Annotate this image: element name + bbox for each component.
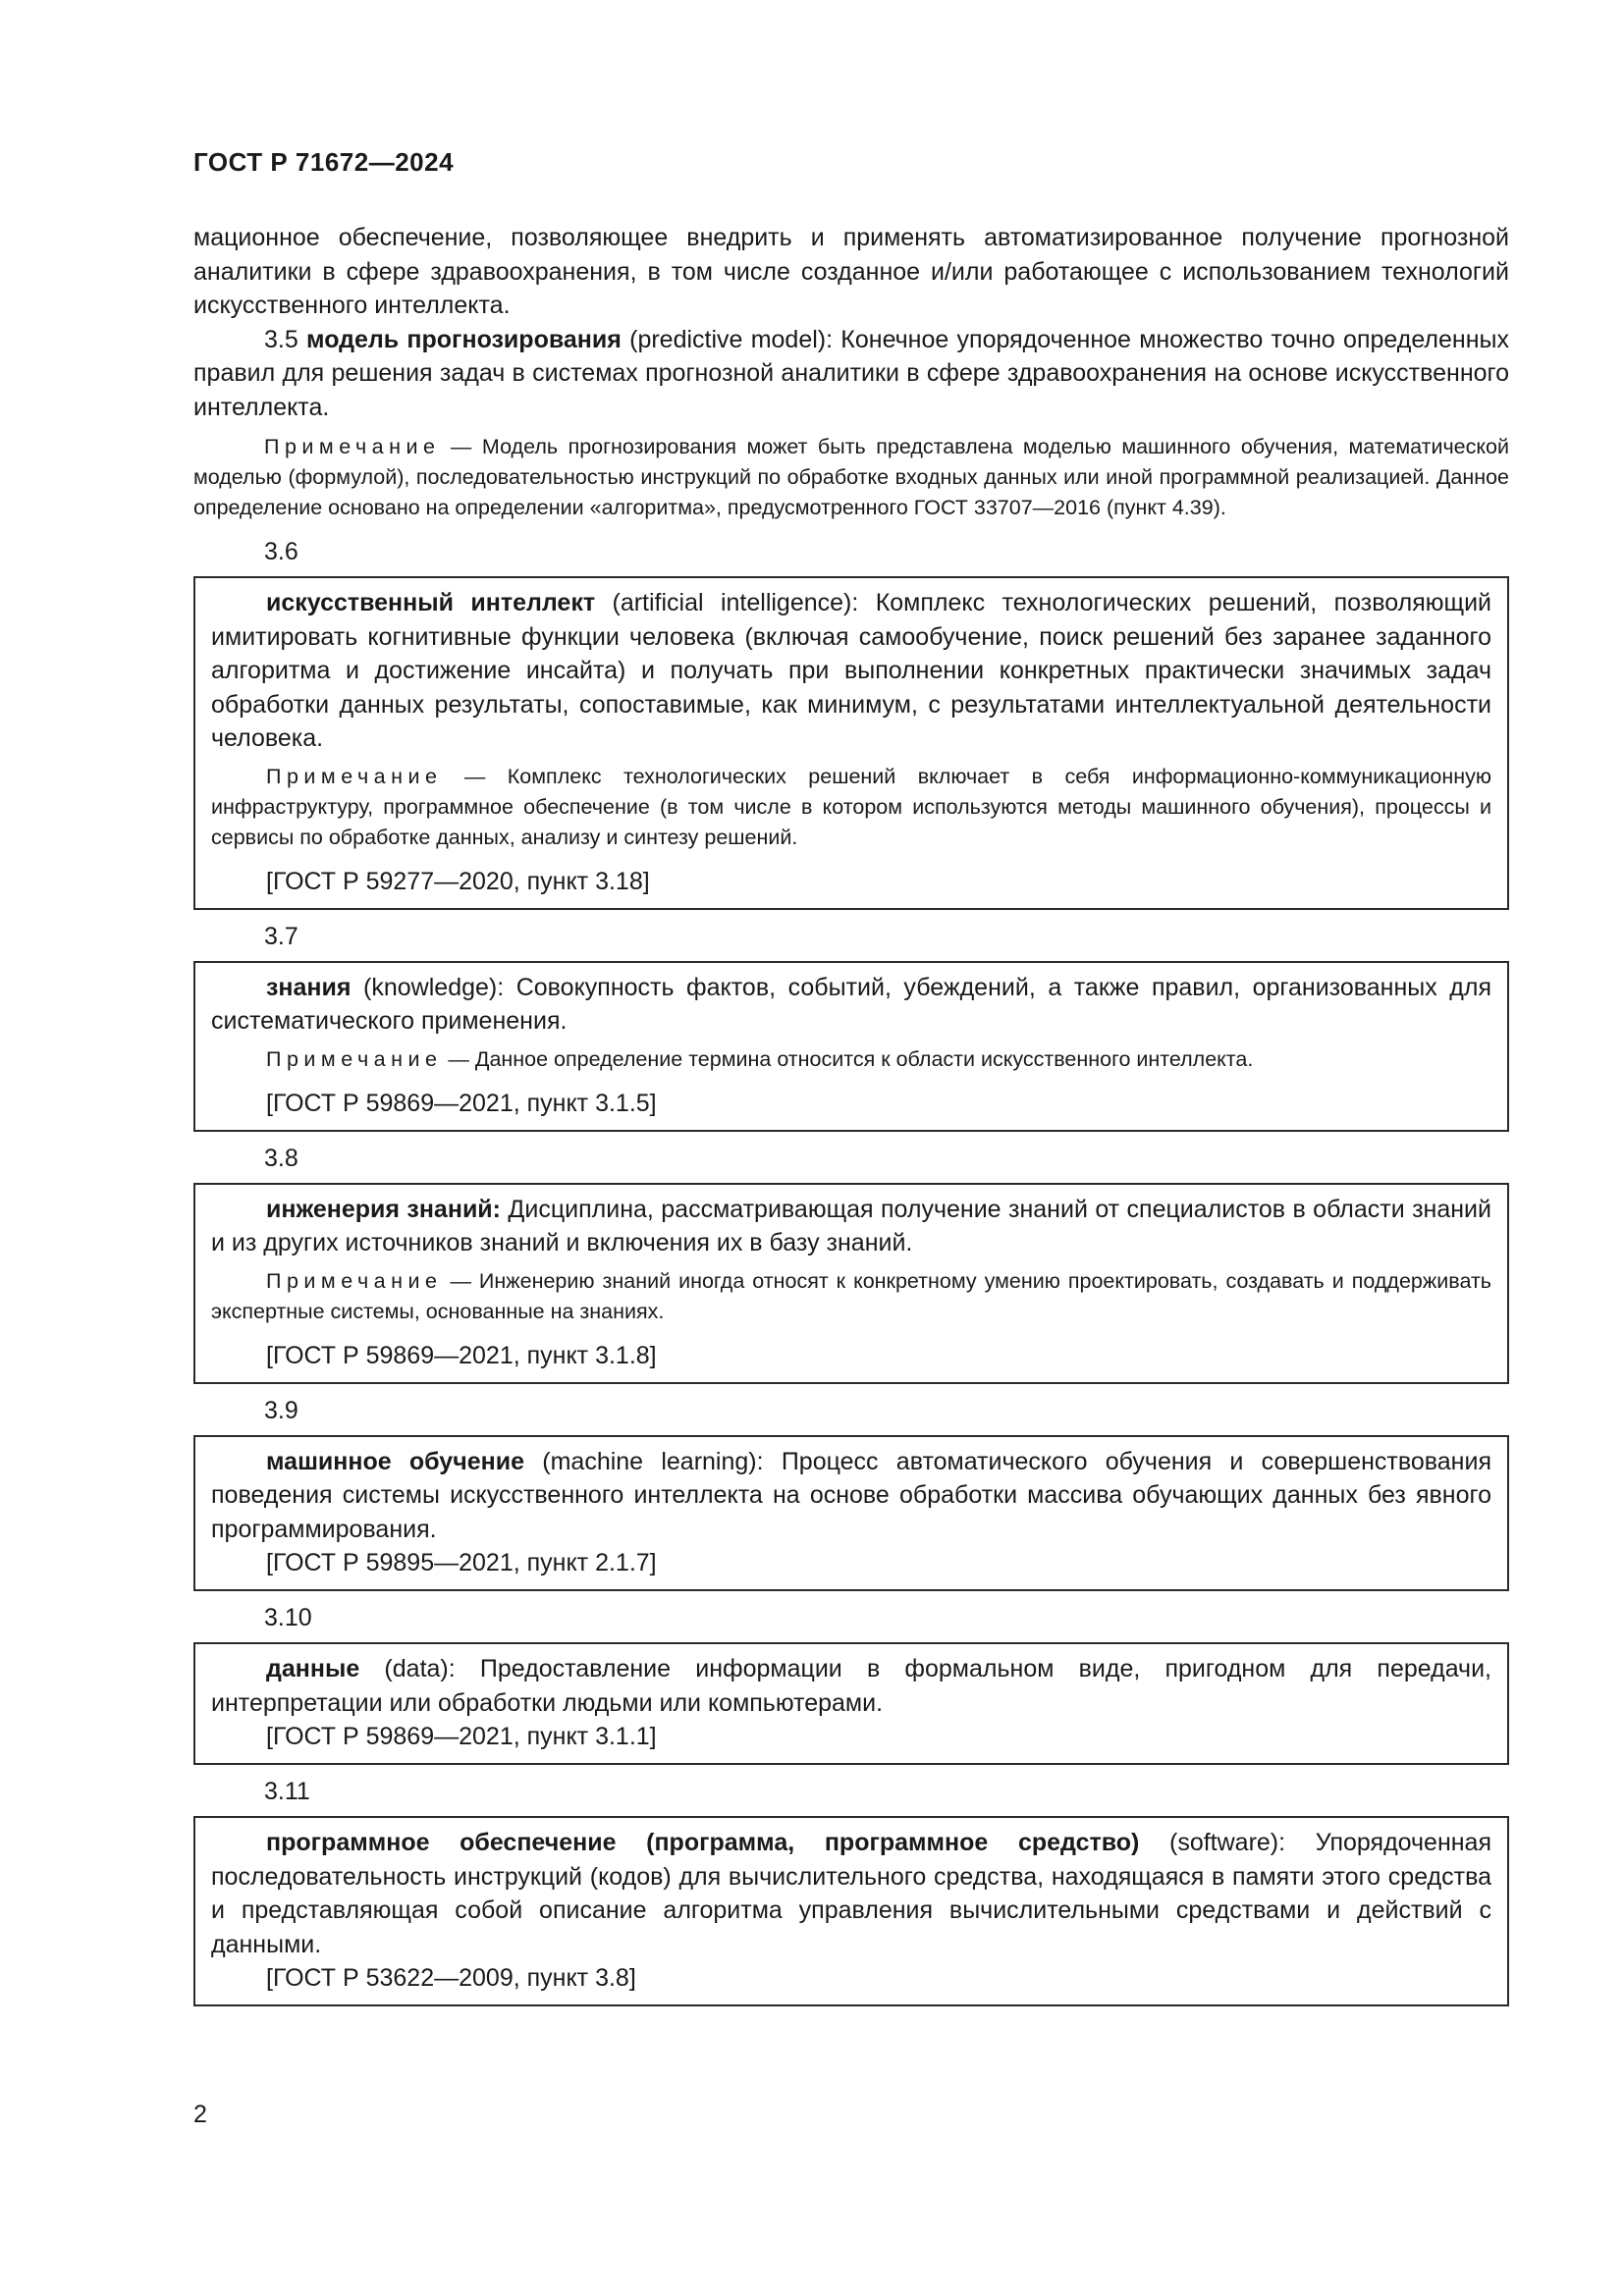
note-text: — Комплекс технологических решений включает в себя информационно-коммуникационную инфраструктуру, программное обеспечение (в том числе в котором используются методы машинного обучения), процессы и сервисы по обработке данных, анализу и синтезу решений. [211,764,1491,849]
definition-box-3-8 [193,1183,1509,1384]
definition-3-7 [211,971,1491,1039]
definition-box-3-7 [193,961,1509,1132]
note-label: Примечание [266,1046,443,1071]
definition-text: Дисциплина, рассматривающая получение знаний от специалистов в области знаний и из других источников знаний и включения их в базу знаний. [211,1195,1491,1256]
note-text: — Данное определение термина относится к области искусственного интеллекта. [442,1046,1254,1071]
definition-box-3-10 [193,1642,1509,1765]
reference-3-6: [ГОСТ Р 59277—2020, пункт 3.18] [266,867,650,895]
intro-paragraph: мационное обеспечение, позволяющее внедрить и применять автоматизированное получение прогнозной аналитики в сфере здравоохранения, в том числе созданное и/или работающее с использованием технологий искусственного интеллекта. [193,224,1509,319]
clause-number-3-8: 3.8 [264,1144,298,1172]
clause-number-3-10: 3.10 [264,1604,312,1631]
definition-3-6 [211,586,1491,756]
definition-text: (knowledge): Совокупность фактов, событий, убеждений, а также правил, организованных для систематического применения. [211,973,1491,1035]
document-header: ГОСТ Р 71672—2024 [193,147,455,177]
note-3-7 [211,1044,1491,1075]
note-text: — Инженерию знаний иногда относят к конкретному умению проектировать, создавать и поддерживать экспертные системы, основанные на знаниях. [211,1268,1491,1323]
definition-3-8 [211,1193,1491,1260]
clause-number: 3.5 [264,325,298,353]
reference-3-8: [ГОСТ Р 59869—2021, пункт 3.1.8] [266,1341,657,1369]
note-3-5 [193,432,1509,523]
term: искусственный интеллект [266,589,596,616]
clause-number-3-7: 3.7 [264,922,298,950]
note-3-8 [211,1266,1491,1327]
definition-box-3-11 [193,1816,1509,2006]
note-text: — Модель прогнозирования может быть представлена моделью машинного обучения, математической моделью (формулой), последовательностью инструкций по обработке входных данных или иной программной реализацией. Данное определение основано на определении «алгоритма», предусмотренного ГОСТ 33707—2016 (пункт 4.39). [193,435,1509,519]
reference-3-11: [ГОСТ Р 53622—2009, пункт 3.8] [266,1964,636,1992]
note-label: Примечание [266,1268,443,1293]
term: данные [266,1655,360,1682]
term: машинное обучение [266,1447,524,1475]
definition-3-10 [211,1652,1491,1720]
reference-3-9: [ГОСТ Р 59895—2021, пункт 2.1.7] [266,1549,657,1576]
reference-3-10: [ГОСТ Р 59869—2021, пункт 3.1.1] [266,1723,657,1750]
note-label: Примечание [264,435,441,458]
term: инженерия знаний: [266,1195,502,1223]
page-number: 2 [193,2101,207,2128]
clause-number-3-6: 3.6 [264,538,298,565]
term: знания [266,973,352,1001]
definition-text: (artificial intelligence): Комплекс технологических решений, позволяющий имитировать когнитивные функции человека (включая самообучение, поиск решений без заранее заданного алгоритма и достижение инсайта) и получать при выполнении конкретных практически значимых задач обработки данных результаты, сопоставимые, как минимум, с результатами интеллектуальной деятельности человека. [211,589,1491,752]
definition-3-9 [211,1445,1491,1547]
definition-box-3-9 [193,1435,1509,1592]
term: программное обеспечение (программа, программное средство) [266,1829,1140,1856]
reference-3-7: [ГОСТ Р 59869—2021, пункт 3.1.5] [266,1089,657,1117]
note-label: Примечание [266,764,443,788]
definition-3-5 [193,323,1509,425]
clause-number-3-9: 3.9 [264,1396,298,1424]
definition-text: (data): Предоставление информации в формальном виде, пригодном для передачи, интерпретации или обработки людьми или компьютерами. [211,1655,1491,1717]
page-content [193,221,1509,2006]
definition-3-11 [211,1826,1491,1961]
clause-number-3-11: 3.11 [264,1778,310,1805]
definition-box-3-6 [193,576,1509,910]
definition-text: (predictive model): Конечное упорядоченное множество точно определенных правил для решения задач в системах прогнозной аналитики в сфере здравоохранения на основе искусственного интеллекта. [193,325,1509,421]
definition-text: (software): Упорядоченная последовательность инструкций (кодов) для вычислительного средства, находящаяся в памяти этого средства и представляющая собой описание алгоритма управления вычислительными средствами и действий с данными. [211,1829,1491,1958]
note-3-6 [211,762,1491,853]
definition-text: (machine learning): Процесс автоматического обучения и совершенствования поведения системы искусственного интеллекта на основе обработки массива обучающих данных без явного программирования. [211,1447,1491,1543]
term: модель прогнозирования [306,325,622,353]
